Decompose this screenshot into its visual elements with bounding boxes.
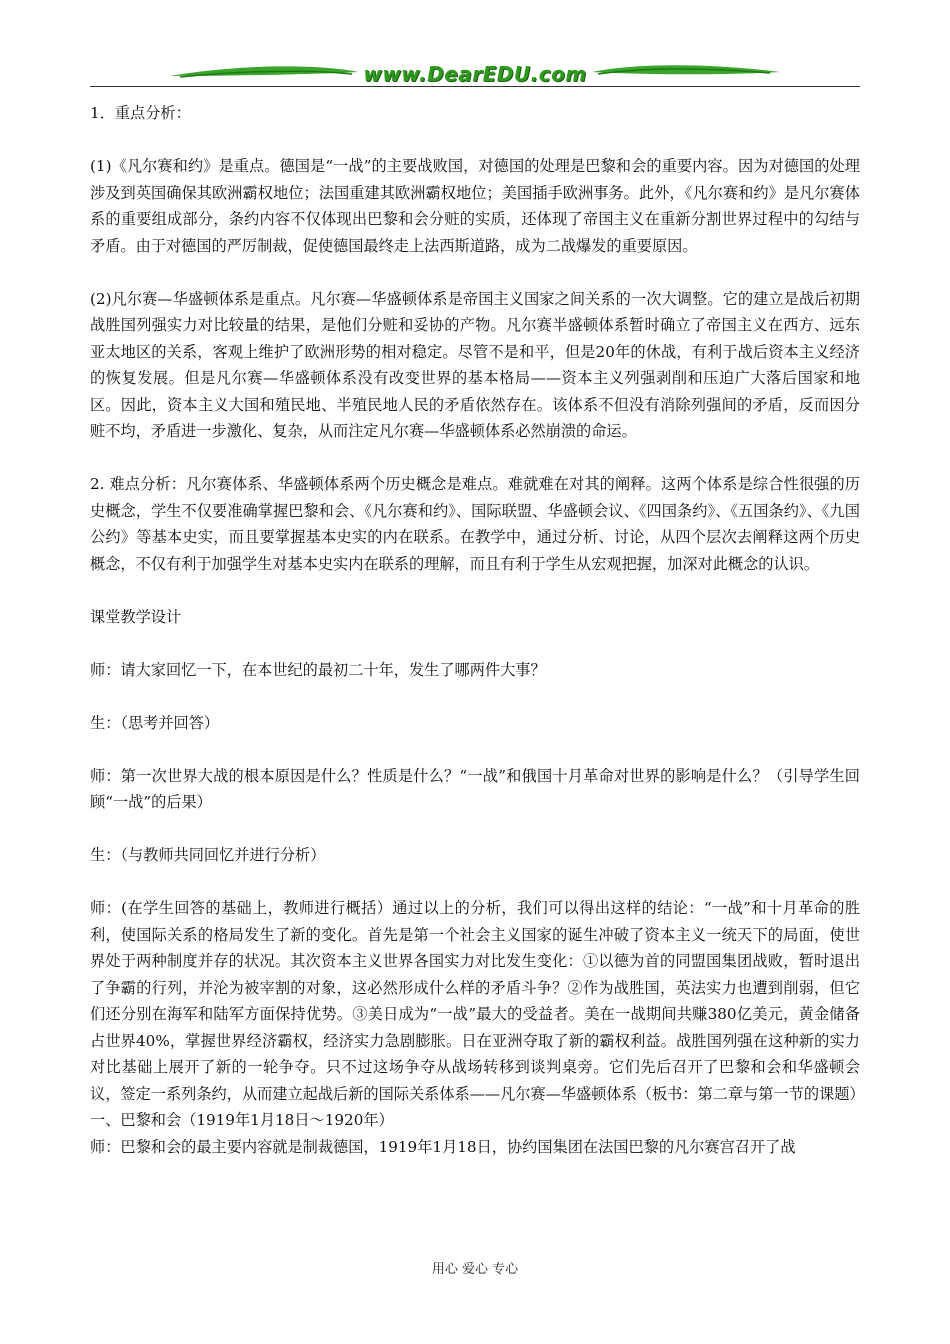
page-header bbox=[90, 58, 860, 90]
dialogue-teacher-1: 师：请大家回忆一下，在本世纪的最初二十年，发生了哪两件大事？ bbox=[90, 660, 546, 679]
page-footer: 用心 爱心 专心 bbox=[431, 1262, 519, 1277]
document-body bbox=[90, 100, 865, 1160]
dialogue-teacher-3: 师：巴黎和会的最主要内容就是制裁德国，1919年1月18日，协约国集团在法国巴黎的凡尔赛宫召开了战 bbox=[90, 1137, 796, 1156]
section-heading-lesson-design: 课堂教学设计 bbox=[90, 607, 182, 626]
dialogue-teacher-2: 师：第一次世界大战的根本原因是什么？性质是什么？“一战”和俄国十月革命对世界的影响是什么？（引导学生回顾“一战”的后果） bbox=[90, 766, 860, 811]
section-heading-key-points: 1．重点分析： bbox=[90, 104, 191, 122]
paragraph-difficulty-analysis: 2. 难点分析：凡尔赛体系、华盛顿体系两个历史概念是难点。难就难在对其的阐释。这两个体系是综合性很强的历史概念，学生不仅要准确掌握巴黎和会、《凡尔赛和约》、国际联盟、华盛顿会议、《四国条约》、《五国条约》、《九国公约》等基本史实，而且要掌握基本史实的内在联系。在教学中，通过分析、讨论，从四个层次去阐释这两个历史概念，不仅有利于加强学生对基本史实内在联系的理解，而且有利于学生从宏观把握，加深对此概念的认识。 bbox=[90, 475, 860, 573]
dialogue-student-2: 生：（与教师共同回忆并进行分析） bbox=[90, 846, 326, 864]
section-heading-paris-conference: 一、巴黎和会（1919年1月18日～1920年） bbox=[90, 1111, 394, 1129]
paragraph-versailles-washington-system: (2)凡尔赛—华盛顿体系是重点。凡尔赛—华盛顿体系是帝国主义国家之间关系的一次大调整。它的建立是战后初期战胜国列强实力对比较量的结果，是他们分赃和妥协的产物。凡尔赛半盛顿体系暂时确立了帝国主义在西方、远东亚太地区的关系，客观上维护了欧洲形势的相对稳定。尽管不是和平，但是20年的休战，有利于战后资本主义经济的恢复发展。但是凡尔赛—华盛顿体系没有改变世界的基本格局——资本主义列强剥削和压迫广大落后国家和地区。因此，资本主义大国和殖民地、半殖民地人民的矛盾依然存在。该体系不但没有消除列强间的矛盾，反而因分赃不均，矛盾进一步激化、复杂，从而注定凡尔赛—华盛顿体系必然崩溃的命运。 bbox=[90, 289, 860, 440]
paragraph-versailles-treaty: (1)《凡尔赛和约》是重点。德国是“一战”的主要战败国，对德国的处理是巴黎和会的重要内容。因为对德国的处理涉及到英国确保其欧洲霸权地位；法国重建其欧洲霸权地位；美国插手欧洲事务。此外，《凡尔赛和约》是凡尔赛体系的重要组成部分，条约内容不仅体现出巴黎和会分赃的实质，还体现了帝国主义在重新分割世界过程中的勾结与矛盾。由于对德国的严厉制裁，促使德国最终走上法西斯道路，成为二战爆发的重要原因。 bbox=[90, 157, 860, 255]
site-logo-text: www.DearEDU.com bbox=[363, 62, 587, 86]
header-divider bbox=[90, 86, 860, 87]
dialogue-student-1: 生：（思考并回答） bbox=[90, 713, 220, 732]
dialogue-teacher-summary: 师：(在学生回答的基础上，教师进行概括）通过以上的分析，我们可以得出这样的结论：“一战”和十月革命的胜利，使国际关系的格局发生了新的变化。首先是第一个社会主义国家的诞生冲破了资本主义一统天下的局面，使世界处于两种制度并存的状况。其次资本主义世界各国实力对比发生变化：①以德为首的同盟国集团战败，暂时退出了争霸的行列，并沦为被宰割的对象，这必然形成什么样的矛盾斗争？②作为战胜国，英法实力也遭到削弱，但它们还分别在海军和陆军方面保持优势。③美日成为“一战”最大的受益者。美在一战期间共赚380亿美元，黄金储备占世界40%，掌握世界经济霸权，经济实力急剧膨胀。日在亚洲夺取了新的霸权利益。战胜国列强在这种新的实力对比基础上展开了新的一轮争夺。只不过这场争夺从战场转移到谈判桌旁。它们先后召开了巴黎和会和华盛顿会议，签定一系列条约，从而建立起战后新的国际关系体系——凡尔赛—华盛顿体系（板书：第二章与第一节的课题） bbox=[90, 899, 865, 1103]
